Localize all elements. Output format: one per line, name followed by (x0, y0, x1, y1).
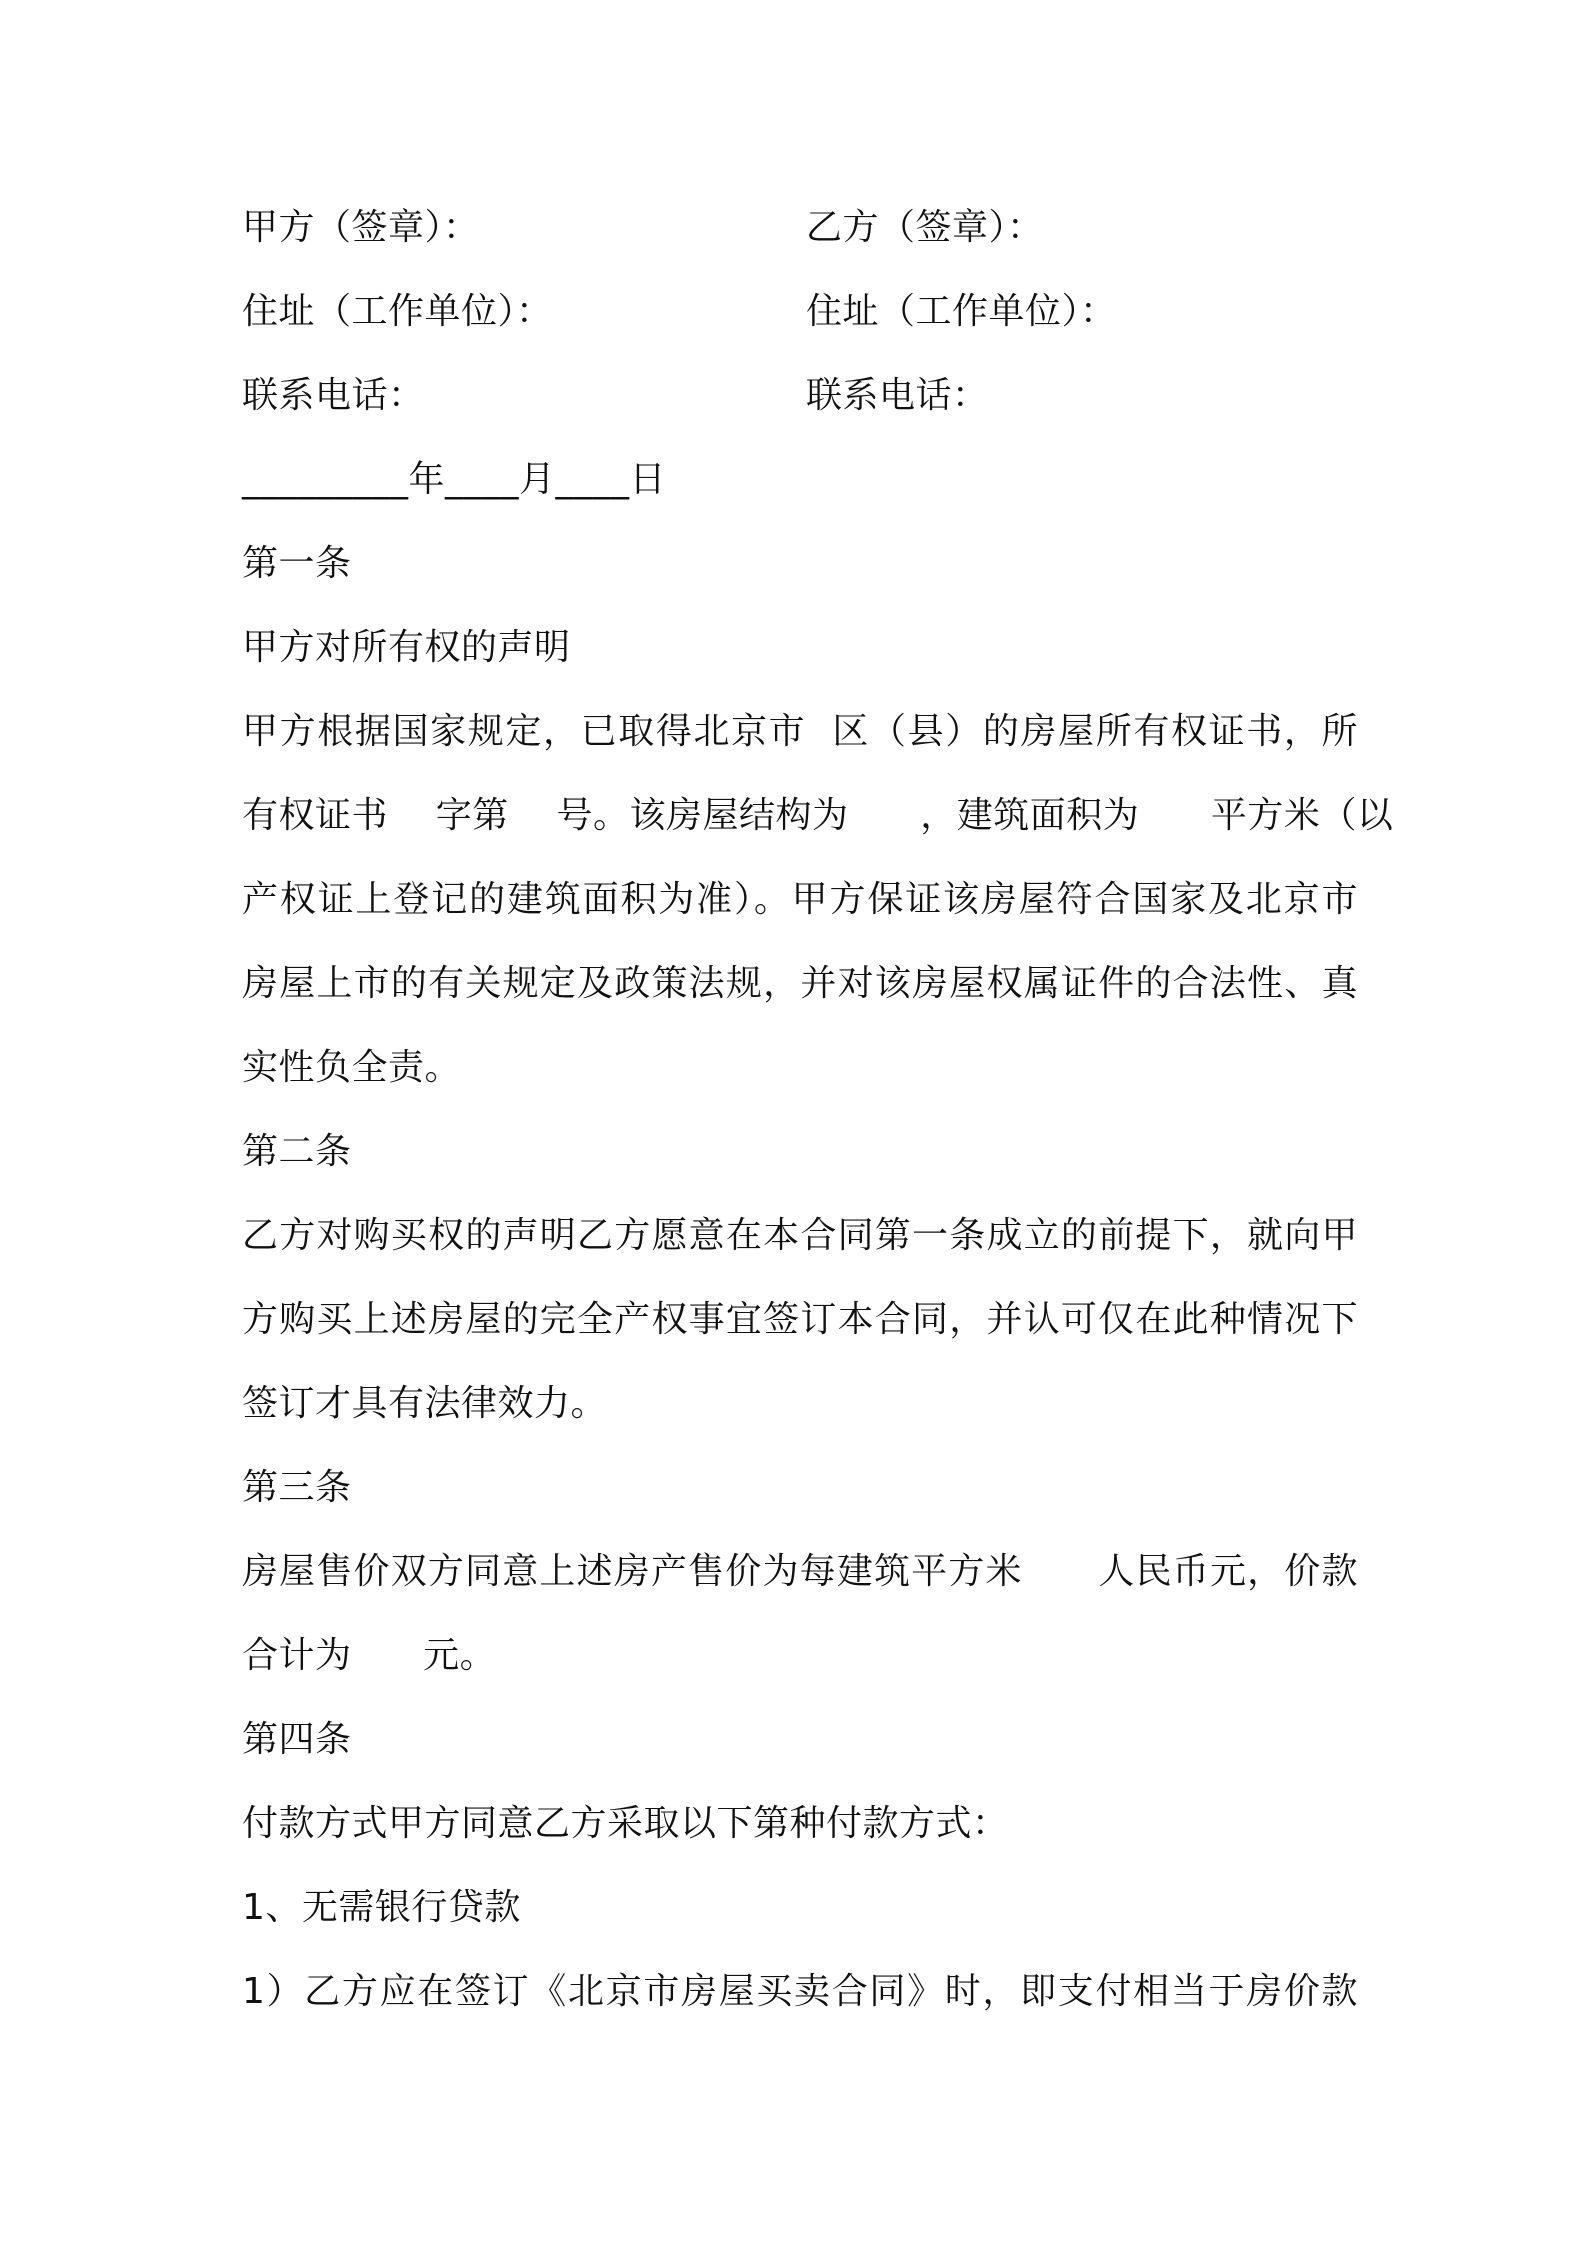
party-a-phone-label: 联系电话： (242, 375, 425, 416)
article-4-line: 付款方式甲方同意乙方采取以下第种付款方式： (242, 1803, 1009, 1844)
party-a-sign-label: 甲方（签章）： (242, 207, 480, 248)
article-2-line: 方购买上述房屋的完全产权事宜签订本合同，并认可仅在此种情况下 (242, 1299, 1358, 1340)
article-2-line: 签订才具有法律效力。 (242, 1383, 608, 1424)
article-1-line: 产权证上登记的建筑面积为准）。甲方保证该房屋符合国家及北京市 (242, 879, 1358, 920)
article-1-line: 实性负全责。 (242, 1047, 462, 1088)
article-3-line: 合计为 元。 (242, 1635, 497, 1676)
article-1-line: 房屋上市的有关规定及政策法规，并对该房屋权属证件的合法性、真 (242, 963, 1358, 1004)
party-b-sign-label: 乙方（签章）： (806, 207, 1044, 248)
signing-date: _________年____月____日 (242, 459, 666, 500)
article-3-line: 房屋售价双方同意上述房产售价为每建筑平方米 人民币元，价款 (242, 1551, 1358, 1592)
party-a-address-label: 住址（工作单位）： (242, 291, 553, 332)
article-1-title: 甲方对所有权的声明 (242, 627, 571, 668)
article-1-line: 甲方根据国家规定，已取得北京市 区（县）的房屋所有权证书，所 (242, 711, 1358, 752)
article-1-line: 有权证书 字第 号。该房屋结构为 ，建筑面积为 平方米（以 (242, 795, 1394, 836)
article-1-heading: 第一条 (242, 543, 352, 584)
party-b-address-label: 住址（工作单位）： (806, 291, 1117, 332)
article-4-heading: 第四条 (242, 1719, 352, 1760)
article-2-heading: 第二条 (242, 1131, 352, 1172)
article-3-heading: 第三条 (242, 1467, 352, 1508)
article-2-line: 乙方对购买权的声明乙方愿意在本合同第一条成立的前提下，就向甲 (242, 1215, 1358, 1256)
article-4-line: 1、无需银行贷款 (242, 1887, 521, 1928)
party-b-phone-label: 联系电话： (806, 375, 989, 416)
article-4-line: 1）乙方应在签订《北京市房屋买卖合同》时，即支付相当于房价款 (242, 1971, 1358, 2012)
